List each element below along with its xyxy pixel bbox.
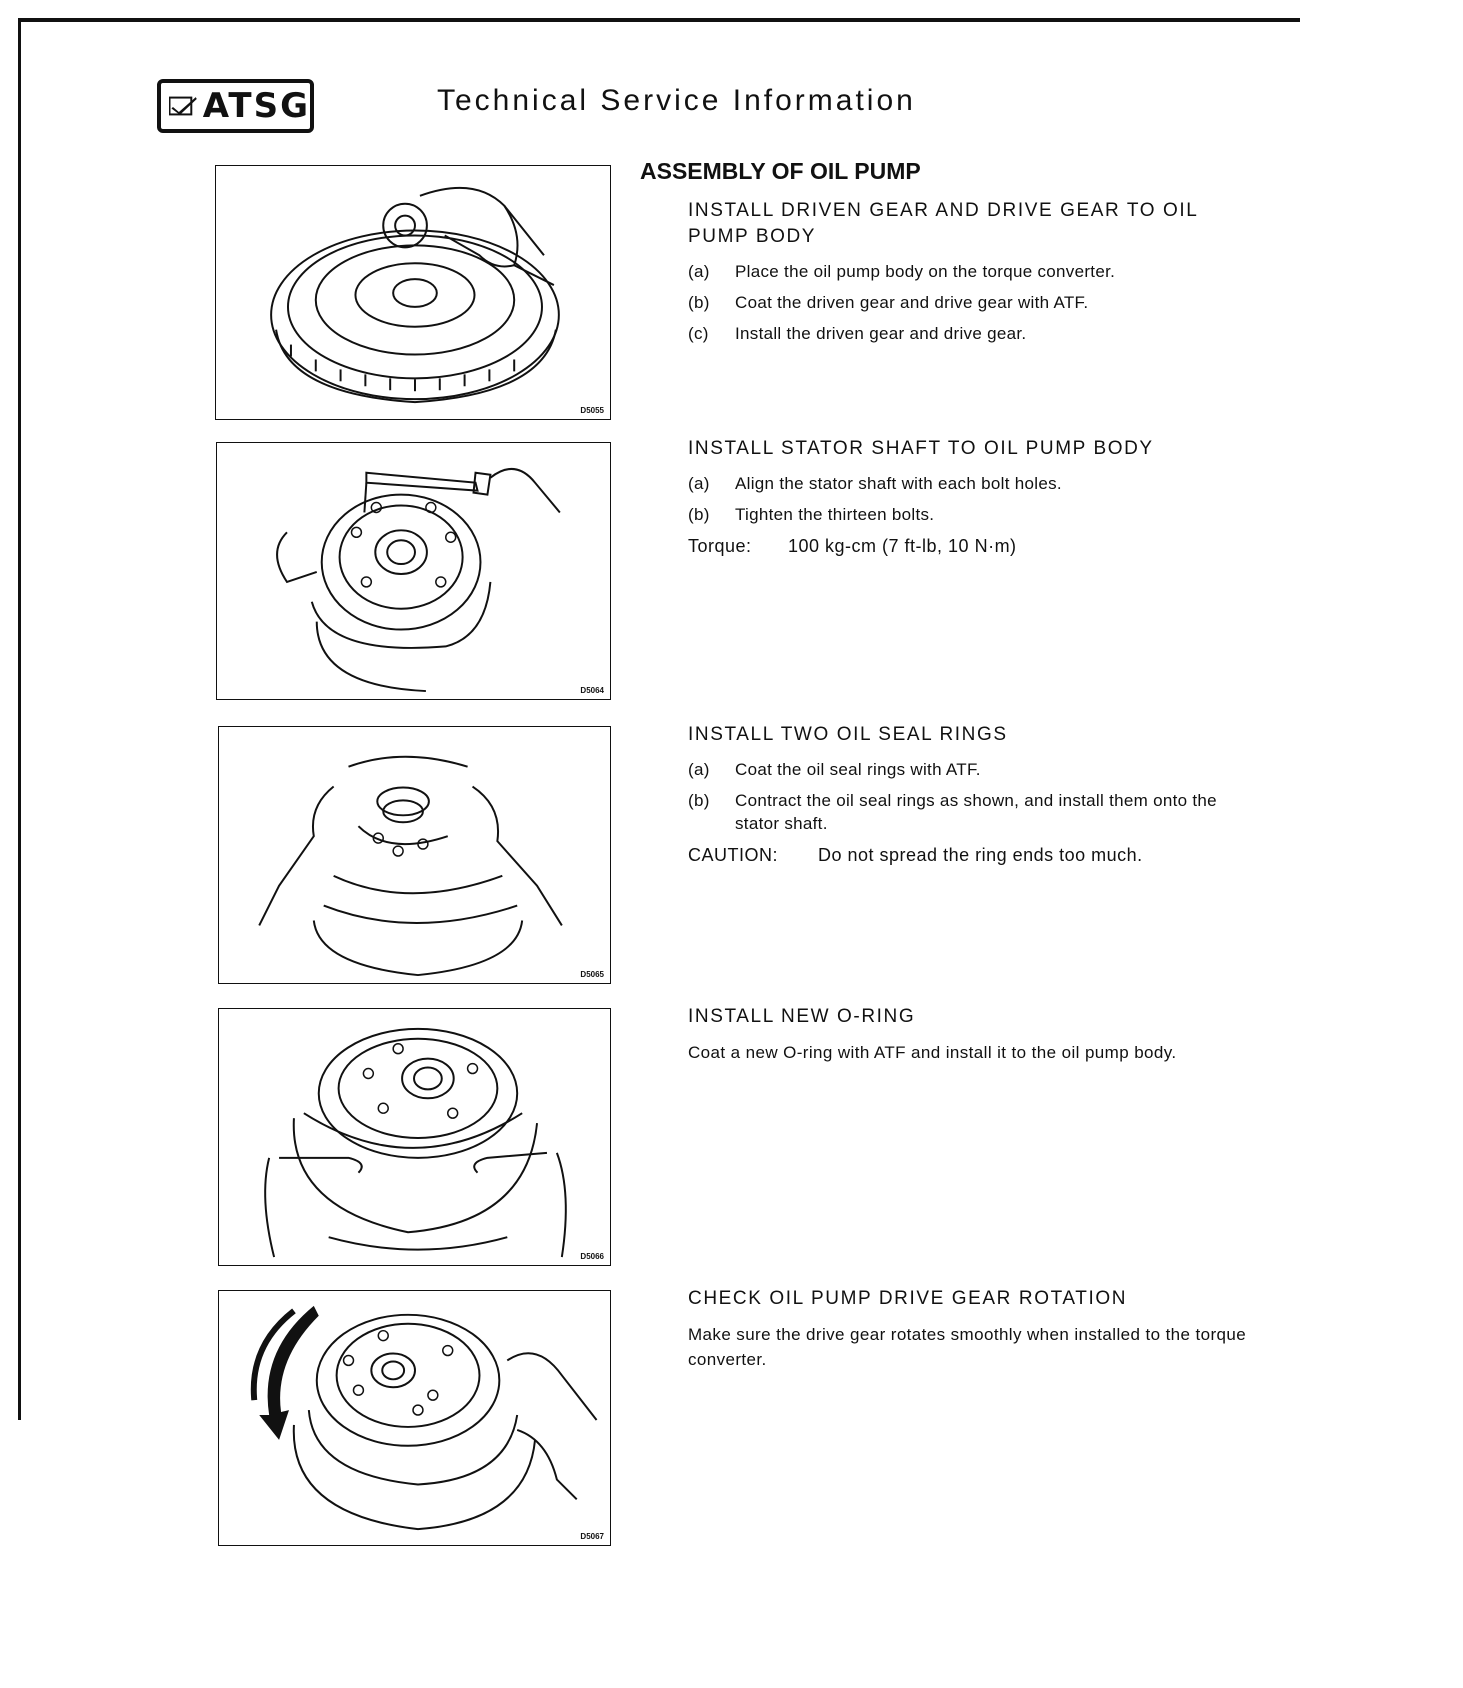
figure-drive-gear-rotation [218,1290,611,1546]
left-border-line [18,18,21,1420]
torque-value: 100 kg-cm (7 ft-lb, 10 N·m) [788,536,1017,556]
figure-code: D5055 [580,406,604,415]
checkmark-icon [169,86,199,126]
figure-oil-pump-gears [215,165,611,420]
section-oil-seal-rings [688,722,1248,867]
main-heading: ASSEMBLY OF OIL PUMP [640,158,921,184]
step-c: (c) Install the driven gear and drive gear. [688,324,1027,343]
section-drive-gear-rotation [688,1286,1248,1372]
drive-gear-rotation-illustration [219,1291,610,1545]
top-border-line [18,18,1300,22]
section-o-ring [688,1004,1248,1065]
step-b: (b) Contract the oil seal rings as shown, and install them onto the stator shaft. [688,791,1217,833]
section-heading: INSTALL TWO OIL SEAL RINGS [688,724,1008,745]
figure-stator-shaft [216,442,611,700]
logo-text: ATSG [202,86,310,126]
torque-spec [688,534,1248,558]
caution-note [688,843,1248,867]
section-driven-gear [688,198,1248,353]
atsg-logo [157,79,314,133]
section-text: Coat a new O-ring with ATF and install it to the oil pump body. [688,1043,1177,1062]
step-a: (a) Coat the oil seal rings with ATF. [688,760,981,779]
figure-code: D5065 [580,970,604,979]
step-b: (b) Tighten the thirteen bolts. [688,505,935,524]
oil-seal-ring-illustration [219,727,610,983]
section-heading: INSTALL STATOR SHAFT TO OIL PUMP BODY [688,438,1154,459]
figure-code: D5066 [580,1252,604,1261]
section-text: Make sure the drive gear rotates smoothly when installed to the torque converter. [688,1325,1247,1369]
step-b: (b) Coat the driven gear and drive gear with ATF. [688,293,1089,312]
section-stator-shaft [688,436,1248,558]
step-a: (a) Place the oil pump body on the torque converter. [688,262,1116,281]
torque-label: Torque: [688,536,752,556]
section-heading: CHECK OIL PUMP DRIVE GEAR ROTATION [688,1288,1128,1309]
o-ring-install-illustration [219,1009,610,1265]
step-a: (a) Align the stator shaft with each bolt holes. [688,474,1062,493]
caution-text: Do not spread the ring ends too much. [818,845,1143,865]
section-heading: INSTALL NEW O-RING [688,1006,916,1027]
page-title: Technical Service Information [437,84,916,117]
section-heading: INSTALL DRIVEN GEAR AND DRIVE GEAR TO OIL PUMP BODY [688,200,1198,247]
stator-shaft-torque-illustration [217,443,610,699]
figure-oil-seal-rings [218,726,611,984]
figure-code: D5064 [580,686,604,695]
oil-pump-gear-illustration [216,166,610,419]
figure-o-ring [218,1008,611,1266]
figure-code: D5067 [580,1532,604,1541]
caution-label: CAUTION: [688,845,779,865]
